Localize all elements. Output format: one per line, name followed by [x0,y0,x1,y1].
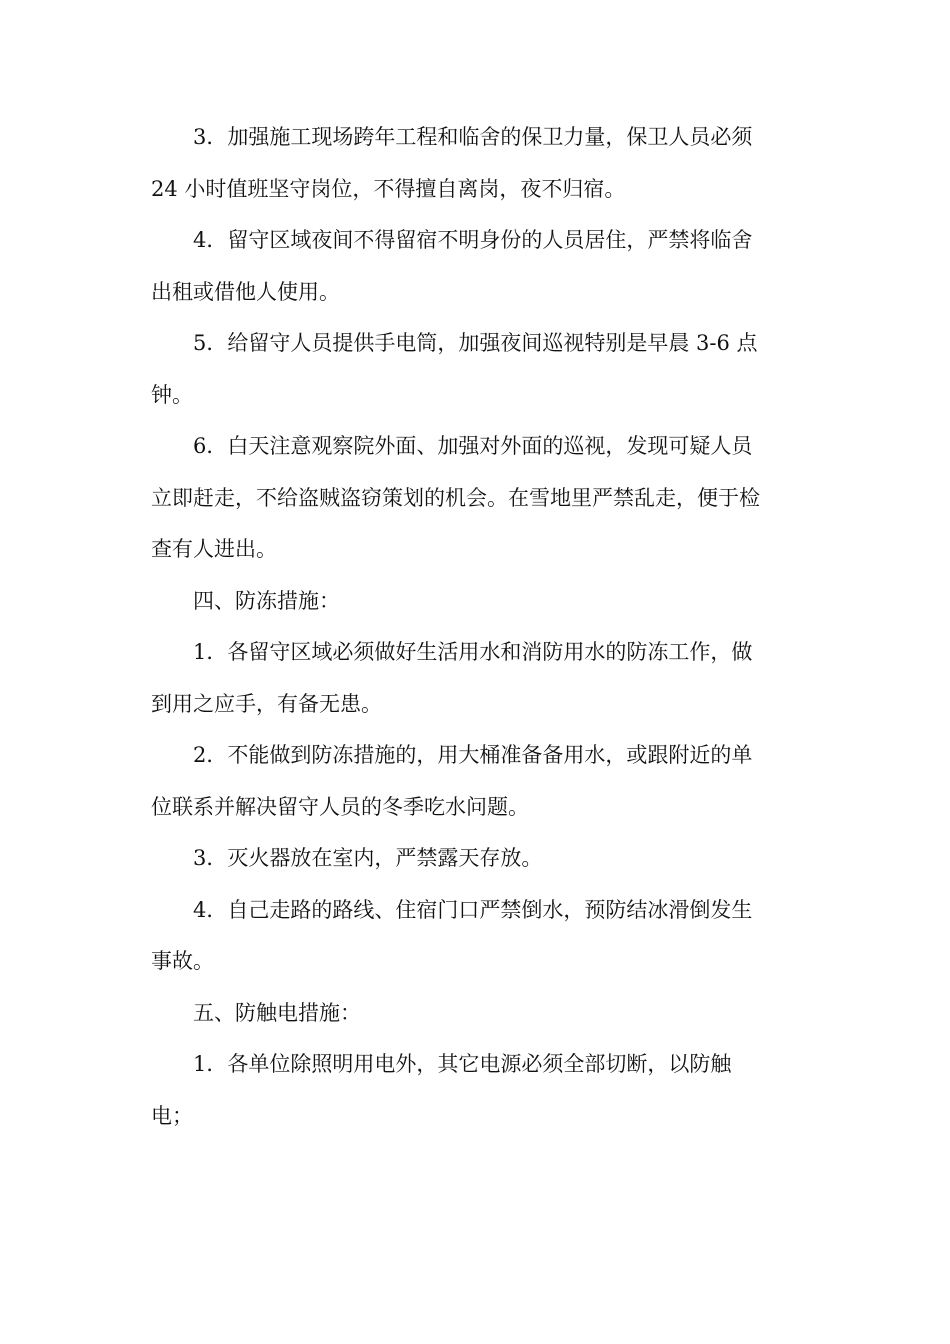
text-line: 4．留守区域夜间不得留宿不明身份的人员居住，严禁将临舍 [193,228,753,252]
text-line: 1．各留守区域必须做好生活用水和消防用水的防冻工作，做 [193,640,753,664]
document-body [151,112,801,1142]
section-heading-electric-shock [151,988,801,1040]
section-heading-antifreeze [151,576,801,628]
paragraph-item-6-security [151,421,801,576]
text-line: 出租或借他人使用。 [151,279,340,304]
text-line: 查有人进出。 [151,537,277,561]
paragraph-item-3-security [151,112,801,215]
paragraph-antifreeze-item-4 [151,885,801,988]
text-line: 四、防冻措施： [193,588,340,613]
text-line: 1．各单位除照明用电外，其它电源必须全部切断，以防触 [193,1052,732,1076]
text-line: 6．白天注意观察院外面、加强对外面的巡视，发现可疑人员 [193,434,753,458]
paragraph-item-4-security [151,215,801,318]
text-line: 4．自己走路的路线、住宿门口严禁倒水，预防结冰滑倒发生 [193,897,753,922]
text-line: 钟。 [151,382,193,407]
text-line: 位联系并解决留守人员的冬季吃水问题。 [151,794,529,819]
text-line: 3．灭火器放在室内，严禁露天存放。 [193,846,543,870]
paragraph-antifreeze-item-2 [151,730,801,833]
text-line: 电； [151,1103,193,1128]
paragraph-antifreeze-item-1 [151,627,801,730]
paragraph-item-5-security [151,318,801,421]
text-line: 事故。 [151,949,214,973]
paragraph-antifreeze-item-3 [151,833,801,885]
text-line: 五、防触电措施： [193,1000,361,1025]
text-line: 到用之应手，有备无患。 [151,691,382,716]
text-line: 24 小时值班坚守岗位，不得擅自离岗，夜不归宿。 [151,176,626,201]
paragraph-electric-shock-item-1 [151,1039,801,1142]
text-line: 3．加强施工现场跨年工程和临舍的保卫力量，保卫人员必须 [193,125,753,149]
text-line: 立即赶走，不给盗贼盗窃策划的机会。在雪地里严禁乱走，便于检 [151,485,760,510]
text-line: 2．不能做到防冻措施的，用大桶准备备用水，或跟附近的单 [193,743,753,767]
text-line: 5．给留守人员提供手电筒，加强夜间巡视特别是早晨 3-6 点 [193,331,758,355]
